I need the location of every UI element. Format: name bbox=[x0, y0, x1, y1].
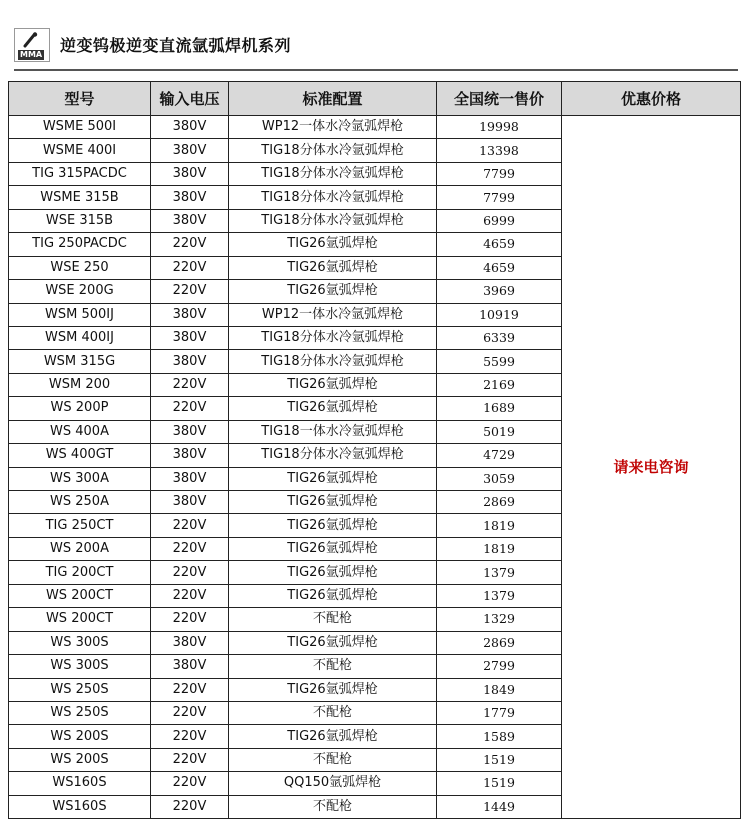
column-header-price: 全国统一售价 bbox=[437, 82, 562, 116]
voltage-cell: 380V bbox=[151, 420, 229, 443]
price-cell: 1779 bbox=[437, 701, 562, 724]
model-cell: WSM 500IJ bbox=[9, 303, 151, 326]
config-cell: TIG26氩弧焊枪 bbox=[229, 678, 437, 701]
price-cell: 13398 bbox=[437, 139, 562, 162]
model-cell: WS 200S bbox=[9, 748, 151, 771]
model-cell: WS 200P bbox=[9, 397, 151, 420]
logo-text: MMA bbox=[20, 50, 43, 59]
model-cell: WS 250A bbox=[9, 491, 151, 514]
header-divider bbox=[14, 69, 738, 71]
config-cell: TIG18分体水冷氩弧焊枪 bbox=[229, 162, 437, 185]
price-cell: 1329 bbox=[437, 608, 562, 631]
model-cell: WS 200CT bbox=[9, 584, 151, 607]
price-cell: 7799 bbox=[437, 162, 562, 185]
voltage-cell: 380V bbox=[151, 467, 229, 490]
config-cell: 不配枪 bbox=[229, 608, 437, 631]
price-cell: 1379 bbox=[437, 584, 562, 607]
price-cell: 1519 bbox=[437, 748, 562, 771]
price-cell: 6339 bbox=[437, 326, 562, 349]
config-cell: TIG26氩弧焊枪 bbox=[229, 373, 437, 396]
voltage-cell: 220V bbox=[151, 537, 229, 560]
price-cell: 5019 bbox=[437, 420, 562, 443]
model-cell: WS 300S bbox=[9, 655, 151, 678]
config-cell: TIG26氩弧焊枪 bbox=[229, 631, 437, 654]
price-cell: 1689 bbox=[437, 397, 562, 420]
price-cell: 4659 bbox=[437, 233, 562, 256]
voltage-cell: 220V bbox=[151, 725, 229, 748]
model-cell: WS 300A bbox=[9, 467, 151, 490]
price-cell: 5599 bbox=[437, 350, 562, 373]
price-cell: 4659 bbox=[437, 256, 562, 279]
column-header-voltage: 输入电压 bbox=[151, 82, 229, 116]
voltage-cell: 380V bbox=[151, 139, 229, 162]
config-cell: TIG18分体水冷氩弧焊枪 bbox=[229, 209, 437, 232]
model-cell: WSE 200G bbox=[9, 280, 151, 303]
price-cell: 2799 bbox=[437, 655, 562, 678]
table-header-row bbox=[9, 82, 741, 116]
model-cell: WS 250S bbox=[9, 678, 151, 701]
voltage-cell: 380V bbox=[151, 444, 229, 467]
model-cell: TIG 200CT bbox=[9, 561, 151, 584]
voltage-cell: 220V bbox=[151, 584, 229, 607]
price-cell: 2869 bbox=[437, 631, 562, 654]
config-cell: TIG18分体水冷氩弧焊枪 bbox=[229, 326, 437, 349]
config-cell: QQ150氩弧焊枪 bbox=[229, 772, 437, 795]
model-cell: WS 200A bbox=[9, 537, 151, 560]
model-cell: WSME 315B bbox=[9, 186, 151, 209]
config-cell: TIG18分体水冷氩弧焊枪 bbox=[229, 444, 437, 467]
column-header-discount: 优惠价格 bbox=[562, 82, 741, 116]
price-cell: 1519 bbox=[437, 772, 562, 795]
config-cell: TIG26氩弧焊枪 bbox=[229, 725, 437, 748]
config-cell: TIG26氩弧焊枪 bbox=[229, 514, 437, 537]
model-cell: WSME 400I bbox=[9, 139, 151, 162]
config-cell: TIG26氩弧焊枪 bbox=[229, 561, 437, 584]
config-cell: TIG26氩弧焊枪 bbox=[229, 280, 437, 303]
model-cell: WS 200S bbox=[9, 725, 151, 748]
model-cell: WS 400GT bbox=[9, 444, 151, 467]
model-cell: WS 250S bbox=[9, 701, 151, 724]
voltage-cell: 220V bbox=[151, 748, 229, 771]
voltage-cell: 380V bbox=[151, 303, 229, 326]
voltage-cell: 220V bbox=[151, 397, 229, 420]
voltage-cell: 220V bbox=[151, 795, 229, 818]
price-cell: 2169 bbox=[437, 373, 562, 396]
voltage-cell: 220V bbox=[151, 772, 229, 795]
table-body bbox=[9, 116, 741, 819]
config-cell: TIG18分体水冷氩弧焊枪 bbox=[229, 350, 437, 373]
column-header-model: 型号 bbox=[9, 82, 151, 116]
config-cell: TIG26氩弧焊枪 bbox=[229, 467, 437, 490]
page-title: 逆变钨极逆变直流氩弧焊机系列 bbox=[60, 36, 292, 55]
price-cell: 1379 bbox=[437, 561, 562, 584]
voltage-cell: 220V bbox=[151, 514, 229, 537]
voltage-cell: 220V bbox=[151, 256, 229, 279]
voltage-cell: 220V bbox=[151, 373, 229, 396]
model-cell: WS160S bbox=[9, 795, 151, 818]
mma-logo bbox=[14, 28, 50, 62]
voltage-cell: 220V bbox=[151, 561, 229, 584]
page-header bbox=[14, 28, 734, 64]
voltage-cell: 380V bbox=[151, 350, 229, 373]
welding-torch-icon bbox=[22, 31, 40, 49]
voltage-cell: 220V bbox=[151, 701, 229, 724]
model-cell: WSE 315B bbox=[9, 209, 151, 232]
model-cell: WS 200CT bbox=[9, 608, 151, 631]
voltage-cell: 220V bbox=[151, 608, 229, 631]
price-cell: 4729 bbox=[437, 444, 562, 467]
voltage-cell: 220V bbox=[151, 233, 229, 256]
voltage-cell: 220V bbox=[151, 678, 229, 701]
price-cell: 3059 bbox=[437, 467, 562, 490]
model-cell: WS 300S bbox=[9, 631, 151, 654]
config-cell: TIG26氩弧焊枪 bbox=[229, 397, 437, 420]
model-cell: WS160S bbox=[9, 772, 151, 795]
config-cell: 不配枪 bbox=[229, 701, 437, 724]
voltage-cell: 380V bbox=[151, 631, 229, 654]
price-cell: 19998 bbox=[437, 116, 562, 139]
voltage-cell: 380V bbox=[151, 186, 229, 209]
price-cell: 1449 bbox=[437, 795, 562, 818]
price-cell: 1819 bbox=[437, 537, 562, 560]
price-table bbox=[8, 81, 741, 819]
model-cell: TIG 250PACDC bbox=[9, 233, 151, 256]
model-cell: WSM 315G bbox=[9, 350, 151, 373]
price-cell: 7799 bbox=[437, 186, 562, 209]
price-cell: 2869 bbox=[437, 491, 562, 514]
column-header-config: 标准配置 bbox=[229, 82, 437, 116]
config-cell: WP12一体水冷氩弧焊枪 bbox=[229, 116, 437, 139]
price-cell: 3969 bbox=[437, 280, 562, 303]
config-cell: TIG26氩弧焊枪 bbox=[229, 537, 437, 560]
price-cell: 6999 bbox=[437, 209, 562, 232]
config-cell: TIG26氩弧焊枪 bbox=[229, 256, 437, 279]
config-cell: 不配枪 bbox=[229, 748, 437, 771]
voltage-cell: 380V bbox=[151, 491, 229, 514]
price-cell: 1589 bbox=[437, 725, 562, 748]
model-cell: TIG 315PACDC bbox=[9, 162, 151, 185]
config-cell: 不配枪 bbox=[229, 795, 437, 818]
voltage-cell: 380V bbox=[151, 209, 229, 232]
config-cell: TIG18分体水冷氩弧焊枪 bbox=[229, 186, 437, 209]
model-cell: WS 400A bbox=[9, 420, 151, 443]
table-row bbox=[9, 116, 741, 139]
model-cell: WSE 250 bbox=[9, 256, 151, 279]
price-cell: 1849 bbox=[437, 678, 562, 701]
config-cell: TIG26氩弧焊枪 bbox=[229, 584, 437, 607]
config-cell: WP12一体水冷氩弧焊枪 bbox=[229, 303, 437, 326]
model-cell: WSM 400IJ bbox=[9, 326, 151, 349]
model-cell: WSM 200 bbox=[9, 373, 151, 396]
price-cell: 10919 bbox=[437, 303, 562, 326]
config-cell: TIG26氩弧焊枪 bbox=[229, 233, 437, 256]
config-cell: TIG18一体水冷氩弧焊枪 bbox=[229, 420, 437, 443]
voltage-cell: 380V bbox=[151, 326, 229, 349]
model-cell: WSME 500I bbox=[9, 116, 151, 139]
voltage-cell: 380V bbox=[151, 116, 229, 139]
model-cell: TIG 250CT bbox=[9, 514, 151, 537]
config-cell: TIG18分体水冷氩弧焊枪 bbox=[229, 139, 437, 162]
config-cell: TIG26氩弧焊枪 bbox=[229, 491, 437, 514]
config-cell: 不配枪 bbox=[229, 655, 437, 678]
voltage-cell: 380V bbox=[151, 655, 229, 678]
price-cell: 1819 bbox=[437, 514, 562, 537]
voltage-cell: 380V bbox=[151, 162, 229, 185]
discount-price-cell: 请来电咨询 bbox=[562, 116, 741, 819]
voltage-cell: 220V bbox=[151, 280, 229, 303]
